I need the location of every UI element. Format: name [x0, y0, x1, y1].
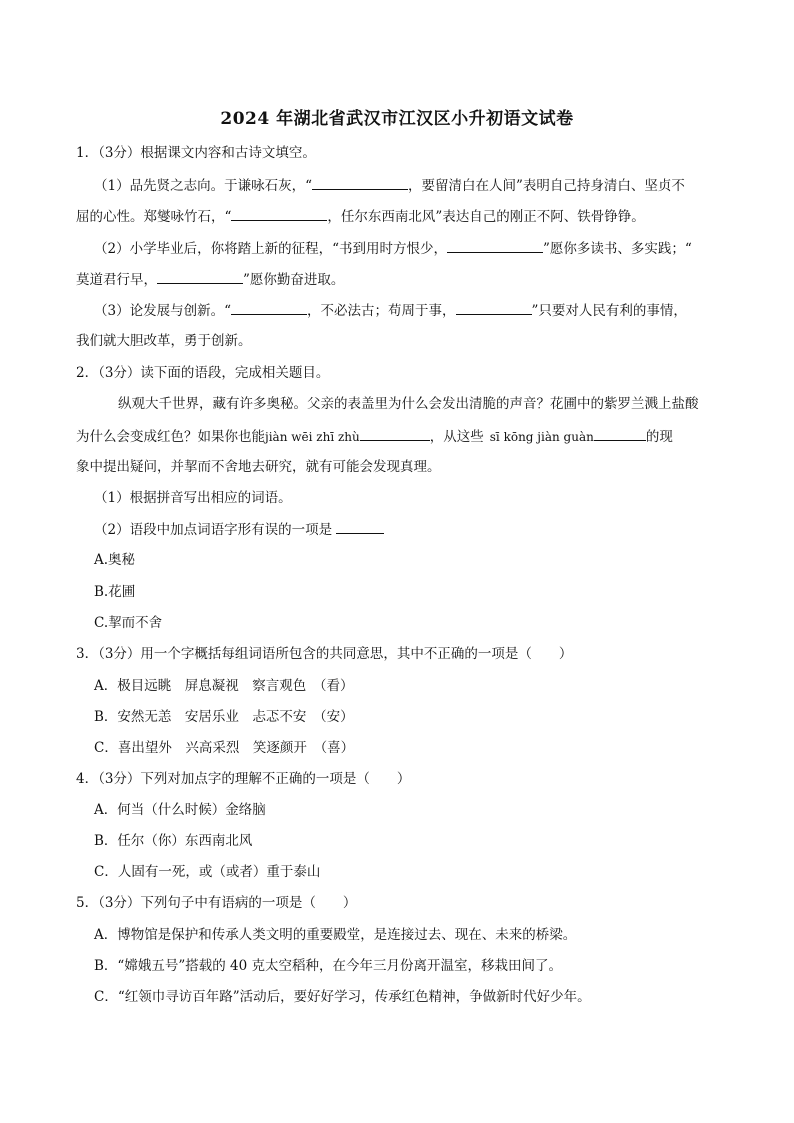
question-2-option-a: A.奥秘 — [94, 552, 136, 568]
question-2-option-b: B.花圃 — [94, 584, 136, 600]
question-1-sub-1-line-1: （1）品先贤之志向。于谦咏石灰，“ ，要留清白在人间”表明自己持身清白、坚贞不 — [0, 175, 794, 196]
answer-blank[interactable] — [447, 238, 543, 253]
question-1-sub-2-line-1: （2）小学毕业后，你将踏上新的征程，“书到用时方恨少， ”愿你多读书、多实践；“ — [0, 238, 794, 259]
question-3-option-a: A．极目远眺 屏息凝视 察言观色 （看） — [94, 678, 354, 694]
question-2-sub-2: （2）语段中加点词语字形有误的一项是 — [0, 519, 794, 540]
question-2-stem: 2．（3分）读下面的语段，完成相关题目。 — [76, 365, 330, 381]
question-2-option-c: C.挈而不舍 — [94, 615, 163, 631]
question-3-stem: 3．（3分）用一个字概括每组词语所包含的共同意思，其中不正确的一项是（ ） — [76, 646, 573, 662]
question-5-stem: 5．（3分）下列句子中有语病的一项是（ ） — [76, 895, 357, 911]
question-3-option-c: C．喜出望外 兴高采烈 笑逐颜开 （喜） — [94, 740, 355, 756]
question-1-sub-3-line-2: 我们就大胆改革，勇于创新。 — [76, 333, 252, 349]
question-4-stem: 4．（3分）下列对加点字的理解不正确的一项是（ ） — [76, 771, 411, 787]
question-1-sub-3-line-1: （3）论发展与创新。“ ，不必法古；苟周于事， ”只要对人民有利的事情， — [0, 300, 794, 321]
question-5-option-a: A．博物馆是保护和传承人类文明的重要殿堂，是连接过去、现在、未来的桥梁。 — [94, 927, 577, 943]
question-3-option-b: B．安然无恙 安居乐业 忐忑不安 （安） — [94, 709, 354, 725]
question-2-passage-line-3: 象中提出疑问，并挈而不舍地去研究，就有可能会发现真理。 — [76, 459, 441, 475]
pinyin-prompt-2: sī kōng jiàn guàn — [489, 430, 594, 444]
question-5-option-c: C．“红领巾寻访百年路”活动后，要好好学习，传承红色精神，争做新时代好少年。 — [94, 989, 591, 1005]
answer-blank[interactable] — [312, 175, 408, 190]
question-4-option-a: A．何当（什么时候）金络脑 — [94, 802, 266, 818]
answer-blank[interactable] — [231, 300, 307, 315]
page-title: 2024 年湖北省武汉市江汉区小升初语文试卷 — [220, 109, 574, 129]
question-4-option-b: B．任尔（你）东西南北风 — [94, 833, 253, 849]
question-2-sub-1: （1）根据拼音写出相应的词语。 — [94, 490, 292, 506]
answer-blank[interactable] — [157, 269, 243, 284]
question-1-stem: 1．（3分）根据课文内容和古诗文填空。 — [76, 145, 316, 161]
answer-blank[interactable] — [336, 519, 384, 534]
answer-blank[interactable] — [231, 206, 327, 221]
question-2-passage-line-2: 为什么会变成红色？如果你也能jiàn wēi zhī zhù ，从这些 sī kōng jiàn guàn 的现 — [0, 426, 794, 447]
question-1-sub-1-line-2: 屈的心性。郑燮咏竹石，“ ，任尔东西南北风”表达自己的刚正不阿、铁骨铮铮。 — [0, 206, 794, 227]
question-5-option-b: B．“嫦娥五号”搭载的 40 克太空稻种，在今年三月份离开温室，移栽田间了。 — [94, 958, 562, 974]
question-2-passage-line-1: 纵观大千世界，藏有许多奥秘。父亲的表盖里为什么会发出清脆的声音？花圃中的紫罗兰溅上盐酸 — [118, 396, 699, 412]
question-4-option-c: C．人固有一死，或（或者）重于泰山 — [94, 864, 321, 880]
pinyin-prompt-1: jiàn wēi zhī zhù — [265, 430, 360, 444]
answer-blank[interactable] — [360, 426, 430, 441]
answer-blank[interactable] — [456, 300, 532, 315]
question-1-sub-2-line-2: 莫道君行早， ”愿你勤奋进取。 — [0, 269, 794, 290]
answer-blank[interactable] — [594, 426, 646, 441]
